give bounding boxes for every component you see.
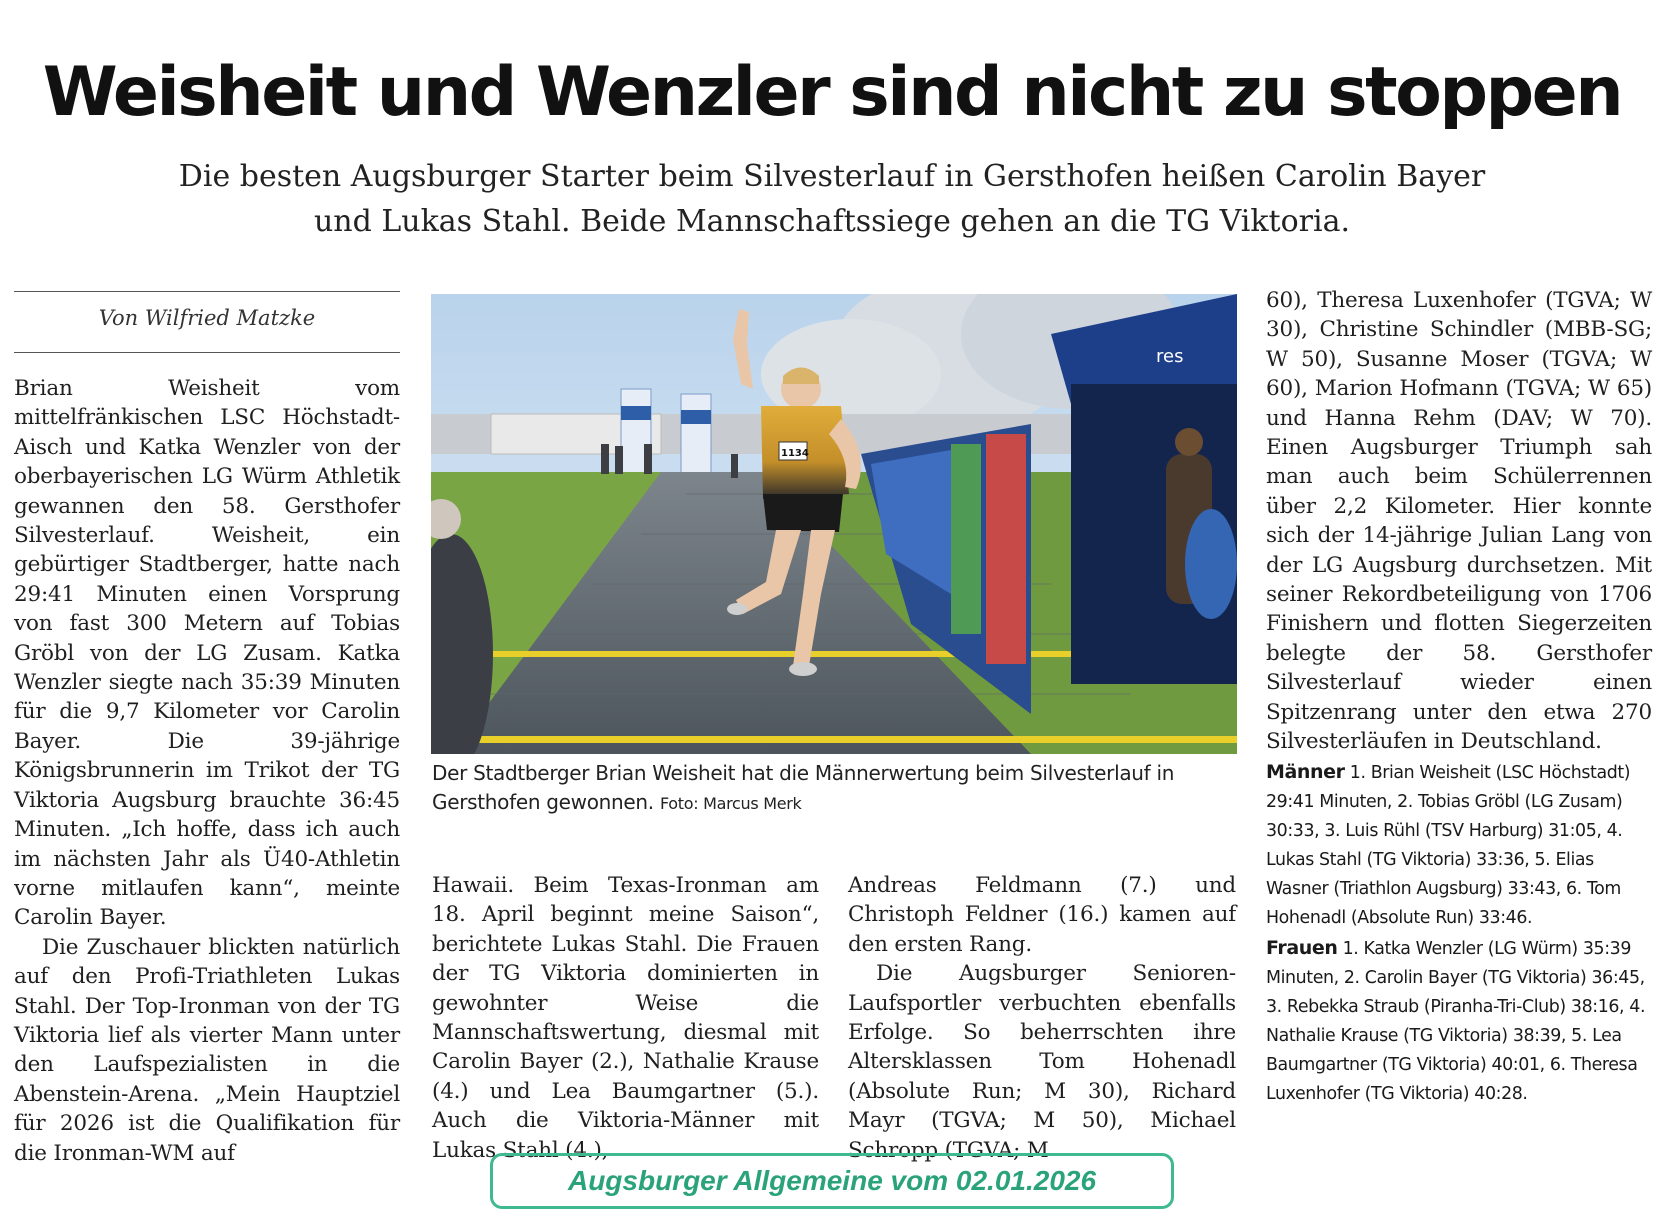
headline: Weisheit und Wenzler sind nicht zu stoppen <box>42 53 1622 132</box>
paragraph: 60), Theresa Luxenhofer (TGVA; W 30), Christine Schindler (MBB-SG; W 50), Susanne Moser (TGVA; W 60), Marion Hofmann (TGVA; W 65) und Hanna Rehm (DAV; W 70). Einen Augsburger Triumph sah man auch beim Schülerrennen über 2,2 Kilometer. Hier konnte sich der 14-jährige Julian Lang von der LG Augsburg durchsetzen. Mit seiner Rekordbeteiligung von 1706 Finishern und flotten Siegerzeiten belegte der 58. Gersthofer Silvesterlauf wieder einen Spitzenrang unter den etwa 270 Silvesterläufen in Deutschland. <box>1266 288 1652 755</box>
article-column-2 <box>432 871 819 1165</box>
paragraph: Brian Weisheit vom mittelfränkischen LSC Höchstadt-Aisch und Katka Wenzler von der oberbayerischen LG Würm Athletik gewannen den 58. Gersthofer Silvesterlauf. Weisheit, ein gebürtiger Stadtberger, hatte nach 29:41 Minuten einen Vorsprung von fast 300 Metern auf Tobias Gröbl von der LG Zusam. Katka Wenzler siegte nach 35:39 Minuten für die 9,7 Kilometer vor Carolin Bayer. Die 39-jährige Königsbrunnerin im Trikot der TG Viktoria Augsburg brauchte 36:45 Minuten. „Ich hoffe, dass ich auch im nächsten Jahr als Ü40-Athletin vorne mitlaufen kann“, meinte Carolin Bayer. <box>14 376 400 931</box>
tent-banner-text: res <box>1156 346 1184 367</box>
results-men-label: Männer <box>1266 761 1345 783</box>
photo-caption <box>432 759 1238 818</box>
paragraph: Andreas Feldmann (7.) und Christoph Feldner (16.) kamen auf den ersten Rang. <box>848 873 1236 957</box>
byline-top-rule <box>14 291 400 292</box>
results-women-label: Frauen <box>1266 936 1338 959</box>
subheadline-line: und Lukas Stahl. Beide Mannschaftssiege gehen an die TG Viktoria. <box>313 204 1351 239</box>
paragraph: Die Zuschauer blickten natürlich auf den Profi-Triathleten Lukas Stahl. Der Top-Ironman von der TG Viktoria lief als vierter Mann unter den Laufspezialisten in die Abenstein-Arena. „Mein Hauptziel für 2026 ist die Qualifikation für die Ironman-WM auf <box>14 934 400 1166</box>
results-men <box>1266 758 1656 934</box>
article-column-3 <box>848 871 1236 1165</box>
source-label: Augsburger Allgemeine vom 02.01.2026 <box>567 1165 1097 1196</box>
byline: Von Wilfried Matzke <box>98 306 316 330</box>
results-men-text: 1. Brian Weisheit (LSC Höchstadt) 29:41 Minuten, 2. Tobias Gröbl (LG Zusam) 30:33, 3. Luis Rühl (TSV Harburg) 31:05, 4. Lukas Stahl (TG Viktoria) 33:36, 5. Elias Wasner (Triathlon Augsburg) 33:43, 6. Tom Hohenadl (Absolute Run) 33:46. <box>1266 763 1631 929</box>
subheadline <box>60 154 1604 244</box>
source-badge <box>490 1153 1174 1209</box>
race-photo <box>431 294 1237 754</box>
subheadline-line: Die besten Augsburger Starter beim Silvesterlauf in Gersthofen heißen Carolin Bayer <box>178 159 1486 194</box>
results-women <box>1266 934 1656 1110</box>
results-box <box>1266 758 1656 1109</box>
bib-number: 1134 <box>781 448 809 459</box>
photo-credit: Foto: Marcus Merk <box>659 794 802 813</box>
paragraph: Die Augsburger Senioren-Laufsportler verbuchten ebenfalls Erfolge. So beherrschten ihre Altersklassen Tom Hohenadl (Absolute Run; M 30), Richard Mayr (TGVA; M 50), Michael Schropp (TGVA; M <box>848 961 1236 1163</box>
yellow-line-front <box>431 736 1237 743</box>
results-women-text: 1. Katka Wenzler (LG Würm) 35:39 Minuten, 2. Carolin Bayer (TG Viktoria) 36:45, 3. Rebekka Straub (Piranha-Tri-Club) 38:16, 4. Nathalie Krause (TG Viktoria) 38:39, 5. Lea Baumgartner (TG Viktoria) 40:01, 6. Theresa Luxenhofer (TG Viktoria) 40:28. <box>1266 938 1646 1105</box>
finish-line-photo-illustration <box>431 294 1237 754</box>
article-column-1 <box>14 374 400 1168</box>
paragraph: Hawaii. Beim Texas-Ironman am 18. April beginnt meine Saison“, berichtete Lukas Stahl. Die Frauen der TG Viktoria dominierten in gewohnter Weise die Mannschaftswertung, diesmal mit Carolin Bayer (2.), Nathalie Krause (4.) und Lea Baumgartner (5.). Auch die Viktoria-Männer mit Lukas Stahl (4.), <box>432 873 819 1163</box>
byline-bottom-rule <box>14 352 400 353</box>
article-column-4 <box>1266 286 1652 757</box>
caption-text: Der Stadtberger Brian Weisheit hat die Männerwertung beim Silvesterlauf in Gersthofen gewonnen. <box>432 761 1175 814</box>
